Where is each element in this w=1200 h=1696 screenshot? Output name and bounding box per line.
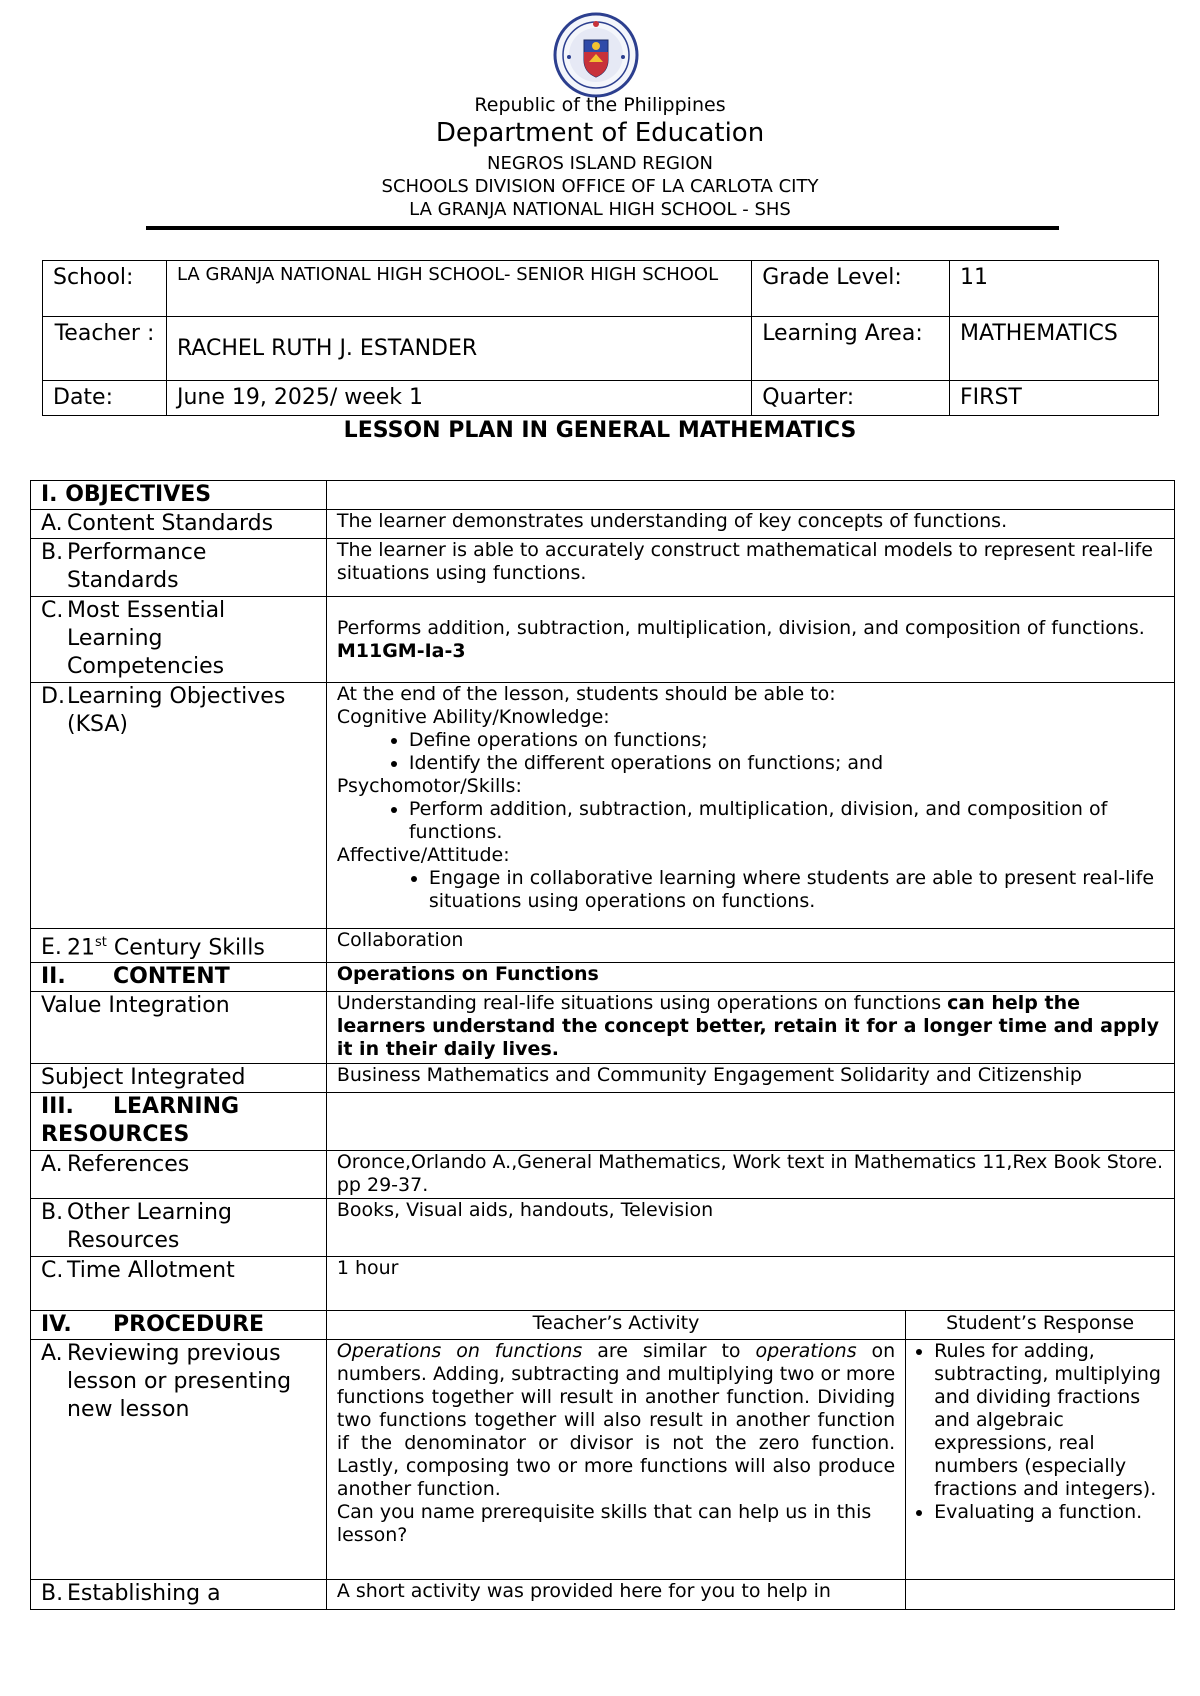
references-value: Oronce,Orlando A.,General Mathematics, Work text in Mathematics 11,Rex Book Store. pp 29-37.	[326, 1151, 1174, 1199]
competency-code: M11GM-Ia-3	[336, 639, 466, 662]
list-item: • Engage in collaborative learning where students are able to present real-life situations using operations on functions.	[429, 867, 1164, 913]
grade-value: 11	[950, 261, 1159, 317]
republic-line: Republic of the Philippines	[474, 94, 726, 116]
grade-label: Grade Level:	[752, 261, 950, 317]
content-standards-value: The learner demonstrates understanding of key concepts of functions.	[326, 510, 1174, 539]
list-item: • Perform addition, subtraction, multiplication, division, and composition of functions.	[409, 798, 1164, 844]
other-resources-value: Books, Visual aids, handouts, Television	[326, 1199, 1174, 1257]
quarter-label: Quarter:	[752, 381, 950, 416]
teacher-activity-b: A short activity was provided here for you to help in	[326, 1580, 905, 1610]
list-item: • Rules for adding, subtracting, multiplying and dividing fractions and algebraic expressions, real numbers (especially fractions and integers).	[934, 1340, 1164, 1501]
competencies-value: Performs addition, subtraction, multiplication, division, and composition of functions. M11GM-Ia-3	[326, 597, 1174, 683]
value-integration-value: Understanding real-life situations using operations on functions can help the learners understand the concept better, retain it for a longer time and apply it in their daily lives.	[326, 992, 1174, 1064]
department-line: Department of Education	[435, 118, 765, 148]
performance-standards-value: The learner is able to accurately construct mathematical models to represent real-life situations using functions.	[326, 539, 1174, 597]
student-response-header: Student’s Response	[906, 1311, 1175, 1340]
teacher-activity-a: Operations on functions are similar to operations on numbers. Adding, subtracting and multiplying two or more functions together will result in another function. Dividing two functions together will also result in another function if the denominator or divisor is not the zero function. Lastly, composing two or more functions will also produce another function. Can you name prerequisite skills that can help us in this lesson?	[326, 1340, 905, 1580]
performance-standards-label: B. Performance Standards	[31, 539, 327, 597]
content-standards-label: A. Content Standards	[31, 510, 327, 539]
teacher-label: Teacher :	[43, 317, 167, 381]
header-divider	[146, 226, 1059, 230]
content-value: Operations on Functions	[326, 963, 1174, 992]
area-value: MATHEMATICS	[950, 317, 1159, 381]
deped-seal-icon	[553, 12, 639, 98]
school-line: LA GRANJA NATIONAL HIGH SCHOOL - SHS	[409, 199, 791, 220]
list-item: • Define operations on functions;	[409, 729, 1164, 752]
establishing-label: B. Establishing a	[31, 1580, 327, 1610]
procedure-heading: IV. PROCEDURE	[31, 1311, 327, 1340]
subject-integrated-label: Subject Integrated	[31, 1064, 327, 1093]
area-label: Learning Area:	[752, 317, 950, 381]
content-heading: II. CONTENT	[31, 963, 327, 992]
reviewing-lesson-label: A. Reviewing previous lesson or presenting new lesson	[31, 1340, 327, 1580]
resources-heading: III. LEARNING RESOURCES	[31, 1093, 327, 1151]
subject-integrated-value: Business Mathematics and Community Engagement Solidarity and Citizenship	[326, 1064, 1174, 1093]
century-skills-label: E. 21st Century Skills	[31, 929, 327, 963]
date-label: Date:	[43, 381, 167, 416]
quarter-value: FIRST	[950, 381, 1159, 416]
date-value: June 19, 2025/ week 1	[166, 381, 751, 416]
list-item: • Evaluating a function.	[934, 1501, 1164, 1524]
objectives-heading: I. OBJECTIVES	[31, 481, 327, 510]
value-integration-label: Value Integration	[31, 992, 327, 1064]
lesson-plan-table	[30, 480, 1175, 1610]
competencies-label: C. Most Essential Learning Competencies	[31, 597, 327, 683]
teacher-activity-header: Teacher’s Activity	[326, 1311, 905, 1340]
time-allotment-value: 1 hour	[326, 1257, 1174, 1311]
school-value: LA GRANJA NATIONAL HIGH SCHOOL- SENIOR HIGH SCHOOL	[166, 261, 751, 317]
list-item: • Identify the different operations on functions; and	[409, 752, 1164, 775]
region-line: NEGROS ISLAND REGION	[487, 153, 713, 174]
other-resources-label: B. Other Learning Resources	[31, 1199, 327, 1257]
division-line: SCHOOLS DIVISION OFFICE OF LA CARLOTA CITY	[381, 176, 819, 197]
time-allotment-label: C. Time Allotment	[31, 1257, 327, 1311]
learning-objectives-value: At the end of the lesson, students should be able to: Cognitive Ability/Knowledge: • Define operations on functions; • Identify the different operations on functions; and Psychomotor/Skills: • Perform addition, subtraction, multiplication, division, and composition of functions. Affective/Attitude: • Engage in collaborative learning where students are able to present real-life situations using operations on functions.	[326, 683, 1174, 929]
learning-objectives-label: D. Learning Objectives (KSA)	[31, 683, 327, 929]
school-label: School:	[43, 261, 167, 317]
info-table	[42, 260, 1159, 416]
teacher-value: RACHEL RUTH J. ESTANDER	[166, 317, 751, 381]
page-title: LESSON PLAN IN GENERAL MATHEMATICS	[343, 418, 857, 443]
references-label: A. References	[31, 1151, 327, 1199]
student-response-a	[906, 1340, 1175, 1580]
student-response-b	[906, 1580, 1175, 1610]
century-skills-value: Collaboration	[326, 929, 1174, 963]
